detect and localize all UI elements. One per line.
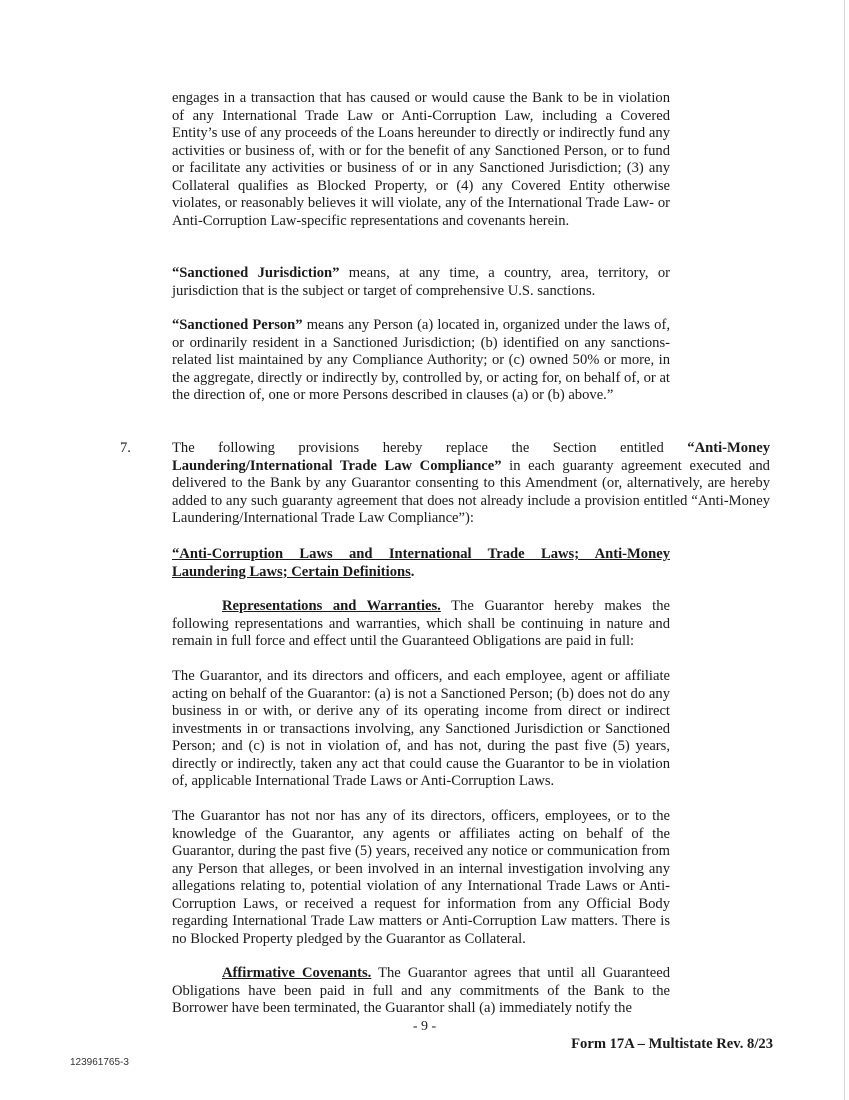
representations-title: Representations and Warranties.	[222, 598, 441, 614]
item-number: 7.	[120, 440, 131, 456]
page-number: - 9 -	[412, 1019, 437, 1034]
affirmative-covenants-title: Affirmative Covenants.	[222, 965, 372, 981]
guarantor-paragraph-1: The Guarantor, and its directors and officers, and each employee, agent or affiliate acting on behalf of the Guarantor: (a) is not a Sanctioned Person; (b) does not do any business in or with, or derive any of its operating income from direct or indirect investments in or transactions involving, any Sanctioned Jurisdiction or Sanctioned Person; and (c) is not in violation of, and has not, during the past five (5) years, directly or indirectly, taken any act that could cause the Guarantor to be in violation of, applicable International Trade Laws or Anti-Corruption Laws.	[172, 668, 670, 789]
paragraph-violation-continuation: engages in a transaction that has caused or would cause the Bank to be in violation of any International Trade Law or Anti-Corruption Law, including a Covered Entity’s use of any proceeds of the Loans hereunder to directly or indirectly fund any activities or business of, with or for the benefit of any Sanctioned Person, or to fund or facilitate any activities or business of or in any Sanctioned Jurisdiction; (3) any Collateral qualifies as Blocked Property, or (4) any Covered Entity otherwise violates, or reasonably believes it will violate, any of the International Trade Law- or Anti-Corruption Law-specific representations and covenants herein.	[172, 90, 670, 229]
section-heading	[172, 546, 670, 581]
item-7-rest: in each guaranty agreement executed and delivered to the Bank by any Guarantor consenting to this Amendment (or, alternatively, are hereby added to any such guaranty agreement that does not already include a provision entitled “Anti-Money Laundering/International Trade Law Compliance”):	[172, 457, 770, 526]
section-heading-title: “Anti-Corruption Laws and International Trade Laws; Anti-Money Laundering Laws; Certain Definitions	[172, 546, 670, 580]
definition-text: means any Person (a) located in, organized under the laws of, or ordinarily resident in a Sanctioned Jurisdiction; (b) identified on any sanctions-related list maintained by any Compliance Authority; or (c) owned 50% or more, in the aggregate, directly or indirectly by, controlled by, or acting for, on behalf of, or at the direction of, one or more Persons described in clauses (a) or (b) above.”	[172, 317, 670, 403]
representations-text: The Guarantor hereby makes the following representations and warranties, which shall be continuing in nature and remain in full force and effect until the Guaranteed Obligations are paid in full:	[172, 598, 670, 649]
item-7-lead: The following provisions hereby replace the Section entitled	[172, 440, 688, 456]
affirmative-covenants-text: The Guarantor agrees that until all Guaranteed Obligations have been paid in full and any commitments of the Bank to the Borrower have been terminated, the Guarantor shall (a) immediately notify the	[172, 965, 670, 1016]
item-7-paragraph	[172, 440, 770, 528]
affirmative-covenants-paragraph	[172, 965, 670, 1018]
term-sanctioned-person: “Sanctioned Person”	[172, 317, 303, 333]
definition-sanctioned-person	[172, 317, 670, 405]
definition-text: means, at any time, a country, area, territory, or jurisdiction that is the subject or target of comprehensive U.S. sanctions.	[172, 265, 670, 299]
section-heading-period: .	[410, 563, 415, 580]
page-edge-line	[844, 0, 845, 1100]
definition-sanctioned-jurisdiction	[172, 265, 670, 300]
document-id: 123961765-3	[70, 1057, 129, 1068]
form-label: Form 17A – Multistate Rev. 8/23	[571, 1036, 773, 1052]
guarantor-paragraph-2: The Guarantor has not nor has any of its directors, officers, employees, or to the knowledge of the Guarantor, any agents or affiliates acting on behalf of the Guarantor, during the past five (5) years, received any notice or communication from any Person that alleges, or been involved in an internal investigation involving any allegations relating to, potential violation of any International Trade Laws or Anti-Corruption Laws, or received a request for information from any Official Body regarding International Trade Law matters or Anti-Corruption Law matters. There is no Blocked Property pledged by the Guarantor as Collateral.	[172, 808, 670, 947]
term-sanctioned-jurisdiction: “Sanctioned Jurisdiction”	[172, 265, 340, 281]
representations-paragraph	[172, 598, 670, 651]
item-7-section-title: “Anti-Money Laundering/International Trade Law Compliance”	[172, 440, 770, 474]
